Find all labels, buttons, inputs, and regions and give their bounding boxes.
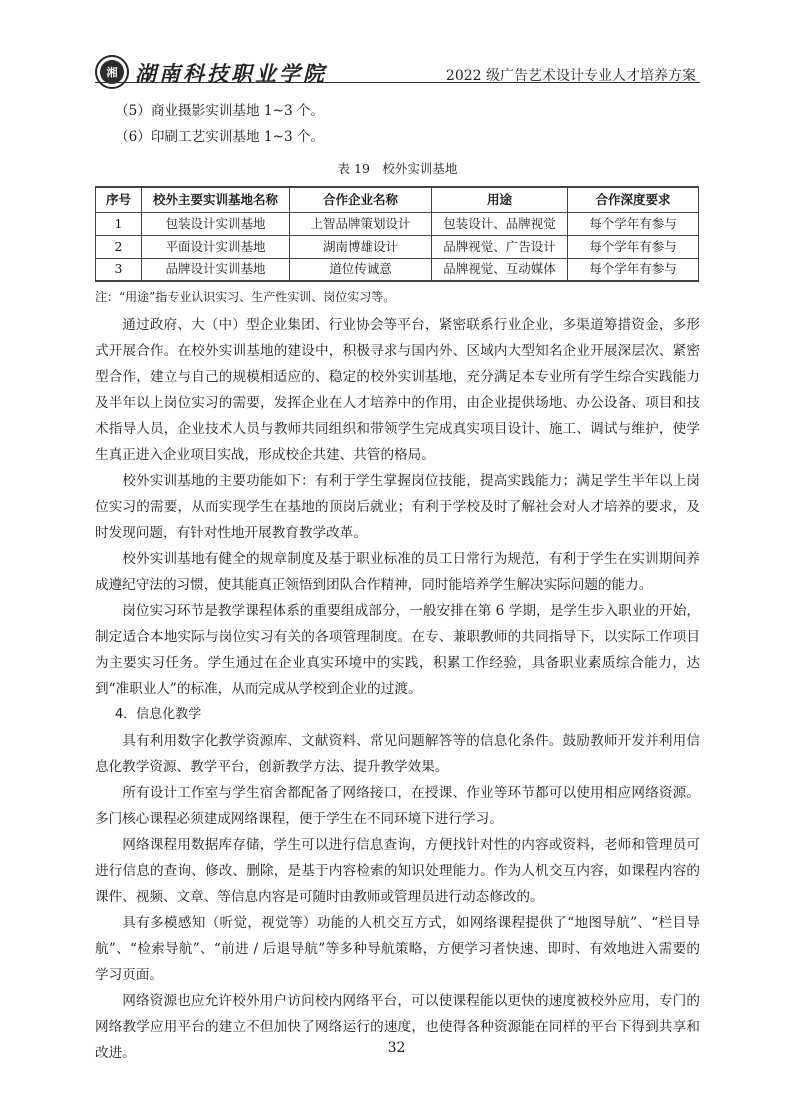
table-cell: 湖南博雄设计 bbox=[290, 235, 432, 258]
table-cell: 品牌设计实训基地 bbox=[142, 258, 290, 281]
body-paragraph: 所有设计工作室与学生宿舍都配备了网络接口，在授课、作业等环节都可以使用相应网络资源。多门核心课程必须建成网络课程，便于学生在不同环境下进行学习。 bbox=[95, 785, 700, 827]
list-item: （6）印刷工艺实训基地 1~3 个。 bbox=[115, 129, 325, 145]
table-row bbox=[96, 212, 699, 235]
section-heading: 4．信息化教学 bbox=[115, 707, 202, 722]
body-paragraph: 岗位实习环节是教学课程体系的重要组成部分，一般安排在第 6 学期，是学生步入职业的开始，制定适合本地实际与岗位实习有关的各项管理制度。在专、兼职教师的共同指导下，以实际工作项目为主要实习任务。学生通过在企业真实环境中的实践，积累工作经验，具备职业素质综合能力，达到“准职业人”的标准，从而完成从学校到企业的过渡。 bbox=[95, 603, 700, 697]
column-header-base-name: 校外主要实训基地名称 bbox=[142, 187, 290, 212]
table-note: 注：“用途”指专业认识实习、生产性实训、岗位实习等。 bbox=[95, 290, 396, 304]
document-title: 2022 级广告艺术设计专业人才培养方案 bbox=[445, 68, 696, 84]
column-header-depth: 合作深度要求 bbox=[568, 187, 699, 212]
page-content bbox=[95, 98, 700, 1066]
table-cell: 品牌视觉、互动媒体 bbox=[432, 258, 568, 281]
page-header bbox=[95, 55, 700, 89]
column-header-purpose: 用途 bbox=[432, 187, 568, 212]
table-cell: 包装设计实训基地 bbox=[142, 212, 290, 235]
body-paragraph: 具有多模感知（听觉，视觉等）功能的人机交互方式，如网络课程提供了“地图导航”、“栏目导航”、“检索导航”、“前进 / 后退导航”等多种导航策略，方便学习者快速、即时、有效地进入需要的学习页面。 bbox=[95, 915, 700, 983]
list-item: （5）商业摄影实训基地 1~3 个。 bbox=[115, 103, 325, 119]
table-cell: 包装设计、品牌视觉 bbox=[432, 212, 568, 235]
table-cell: 每个学年有参与 bbox=[568, 212, 699, 235]
body-paragraph: 校外实训基地的主要功能如下：有利于学生掌握岗位技能，提高实践能力；满足学生半年以上岗位实习的需要，从而实现学生在基地的顶岗后就业；有利于学校及时了解社会对人才培养的要求，及时发现问题，有针对性地开展教育教学改革。 bbox=[95, 473, 700, 541]
table-cell: 2 bbox=[96, 235, 142, 258]
body-paragraph: 校外实训基地有健全的规章制度及基于职业标准的员工日常行为规范，有利于学生在实训期间养成遵纪守法的习惯，使其能真正领悟到团队合作精神，同时能培养学生解决实际问题的能力。 bbox=[95, 551, 700, 593]
page-number: 32 bbox=[387, 1040, 406, 1056]
table-row bbox=[96, 258, 699, 281]
table-caption: 表 19 校外实训基地 bbox=[337, 161, 458, 176]
table-cell: 每个学年有参与 bbox=[568, 258, 699, 281]
table-cell: 3 bbox=[96, 258, 142, 281]
table-cell: 平面设计实训基地 bbox=[142, 235, 290, 258]
column-header-partner: 合作企业名称 bbox=[290, 187, 432, 212]
table-cell: 上智品牌策划设计 bbox=[290, 212, 432, 235]
table-row bbox=[96, 235, 699, 258]
table-cell: 1 bbox=[96, 212, 142, 235]
school-name: 湖南科技职业学院 bbox=[135, 61, 327, 86]
body-paragraph: 具有利用数字化教学资源库、文献资料、常见问题解答等的信息化条件。鼓励教师开发并利用信息化教学资源、教学平台，创新教学方法、提升教学效果。 bbox=[95, 733, 700, 775]
header-divider bbox=[95, 82, 700, 83]
table-cell: 每个学年有参与 bbox=[568, 235, 699, 258]
training-base-table bbox=[95, 186, 699, 282]
body-paragraph: 网络资源也应允许校外用户访问校内网络平台，可以使课程能以更快的速度被校外应用，专门的网络教学应用平台的建立不但加快了网络运行的速度，也使得各种资源能在同样的平台下得到共享和改进。 bbox=[95, 993, 700, 1061]
table-cell: 道位传诚意 bbox=[290, 258, 432, 281]
school-logo bbox=[95, 55, 129, 89]
school-emblem-icon: 湘 bbox=[100, 60, 124, 84]
table-cell: 品牌视觉、广告设计 bbox=[432, 235, 568, 258]
column-header-index: 序号 bbox=[96, 187, 142, 212]
table-header-row bbox=[96, 187, 699, 212]
body-paragraph: 通过政府、大（中）型企业集团、行业协会等平台，紧密联系行业企业，多渠道筹措资金，多形式开展合作。在校外实训基地的建设中，积极寻求与国内外、区域内大型知名企业开展深层次、紧密型合作，建立与自己的规模相适应的、稳定的校外实训基地，充分满足本专业所有学生综合实践能力及半年以上岗位实习的需要，发挥企业在人才培养中的作用，由企业提供场地、办公设备、项目和技术指导人员，企业技术人员与教师共同组织和带领学生完成真实项目设计、施工、调试与维护，使学生真正进入企业项目实战，形成校企共建、共管的格局。 bbox=[95, 317, 700, 463]
body-paragraph: 网络课程用数据库存储，学生可以进行信息查询，方便找针对性的内容或资料，老师和管理员可进行信息的查询、修改、删除，是基于内容检索的知识处理能力。作为人机交互内容，如课程内容的课件、视频、文章、等信息内容是可随时由教师或管理员进行动态修改的。 bbox=[95, 837, 700, 905]
